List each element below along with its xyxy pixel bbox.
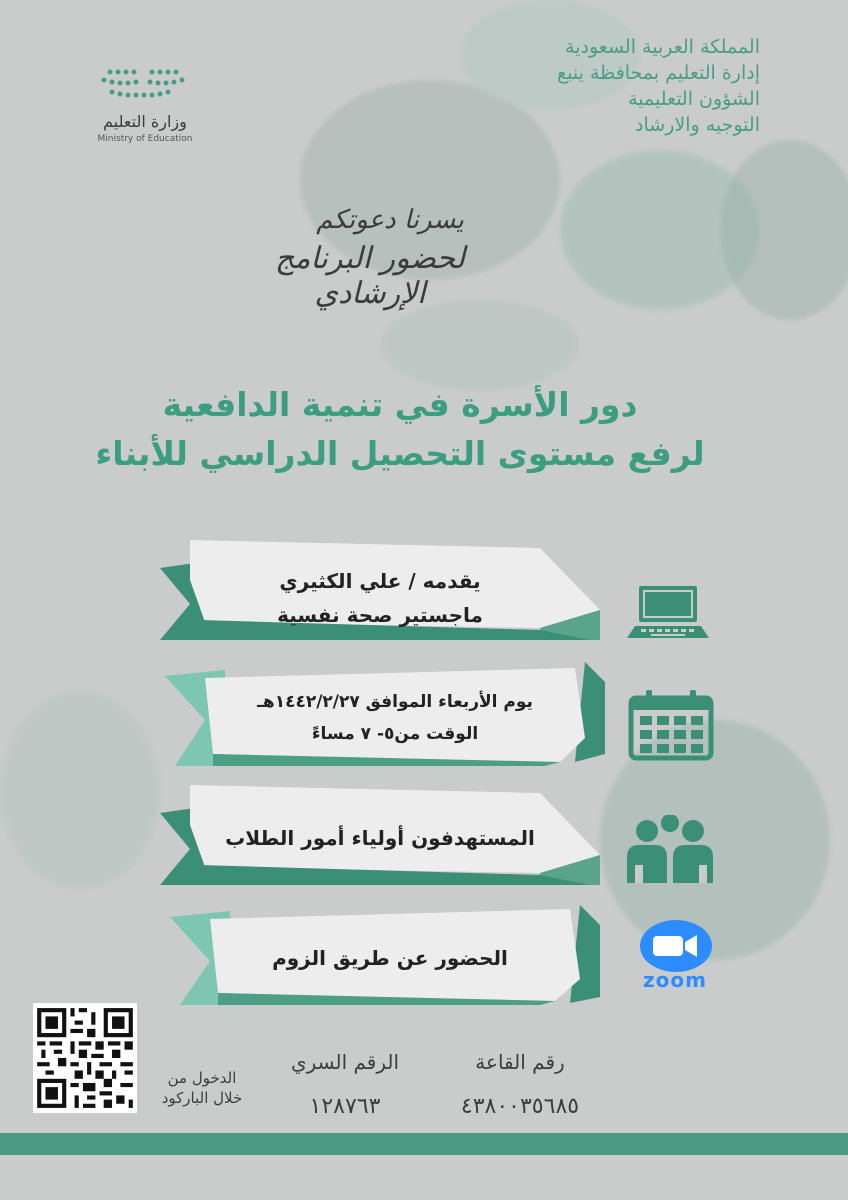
password-value: ١٢٨٧٦٣ — [309, 1094, 381, 1119]
header-line-guidance: التوجيه والارشاد — [635, 114, 760, 136]
invitation-line-2: لحضور البرنامج الإرشادي — [274, 241, 466, 311]
program-title-line-2: لرفع مستوى التحصيل الدراسي للأبناء — [95, 434, 705, 473]
computer-icon — [625, 582, 715, 642]
ribbon-target-audience — [160, 785, 600, 885]
room-number-value: ٤٣٨٠٠٣٥٦٨٥ — [460, 1094, 580, 1119]
ministry-logo — [95, 62, 225, 152]
barcode-instruction — [142, 1068, 262, 1108]
presenter-name: يقدمه / علي الكثيري — [279, 569, 481, 593]
zoom-logo — [625, 918, 725, 993]
bottom-accent-band — [0, 1133, 848, 1155]
header-line-education-dept: إدارة التعليم بمحافظة ينبع — [557, 62, 760, 84]
invitation-line-1: يسرنا دعوتكم — [316, 205, 464, 235]
attendance-method-text: الحضور عن طريق الزوم — [272, 946, 508, 970]
ribbon-presenter — [160, 540, 600, 640]
people-icon — [625, 815, 717, 885]
presenter-degree: ماجستير صحة نفسية — [277, 603, 483, 627]
logo-english-text: Ministry of Education — [97, 134, 193, 144]
zoom-camera-icon — [625, 918, 725, 974]
password-label: الرقم السري — [290, 1050, 400, 1074]
header-org-lines — [400, 34, 760, 138]
barcode-instruction-line-1: الدخول من — [167, 1069, 237, 1087]
zoom-wordmark: zoom — [643, 968, 707, 992]
event-date: يوم الأربعاء الموافق ١٤٤٢/٢/٢٧هـ — [257, 692, 533, 712]
calendar-icon — [628, 690, 714, 762]
bottom-margin — [0, 1155, 848, 1200]
ribbon-date-time — [165, 662, 605, 767]
target-audience-text: المستهدفون أولياء أمور الطلاب — [225, 826, 535, 850]
event-time: الوقت من٥- ٧ مساءً — [311, 724, 479, 744]
logo-arabic-text: وزارة التعليم — [103, 112, 187, 131]
program-title — [80, 385, 720, 473]
qr-code[interactable] — [33, 1003, 137, 1113]
header-line-kingdom: المملكة العربية السعودية — [565, 36, 760, 58]
invitation-text — [220, 205, 520, 311]
barcode-instruction-line-2: خلال الباركود — [161, 1089, 243, 1107]
program-title-line-1: دور الأسرة في تنمية الدافعية — [162, 385, 638, 424]
header-line-affairs: الشؤون التعليمية — [628, 88, 760, 110]
ribbon-attendance — [170, 905, 600, 1005]
room-number-label: رقم القاعة — [475, 1050, 565, 1074]
ministry-dots-logo-icon — [90, 62, 200, 102]
